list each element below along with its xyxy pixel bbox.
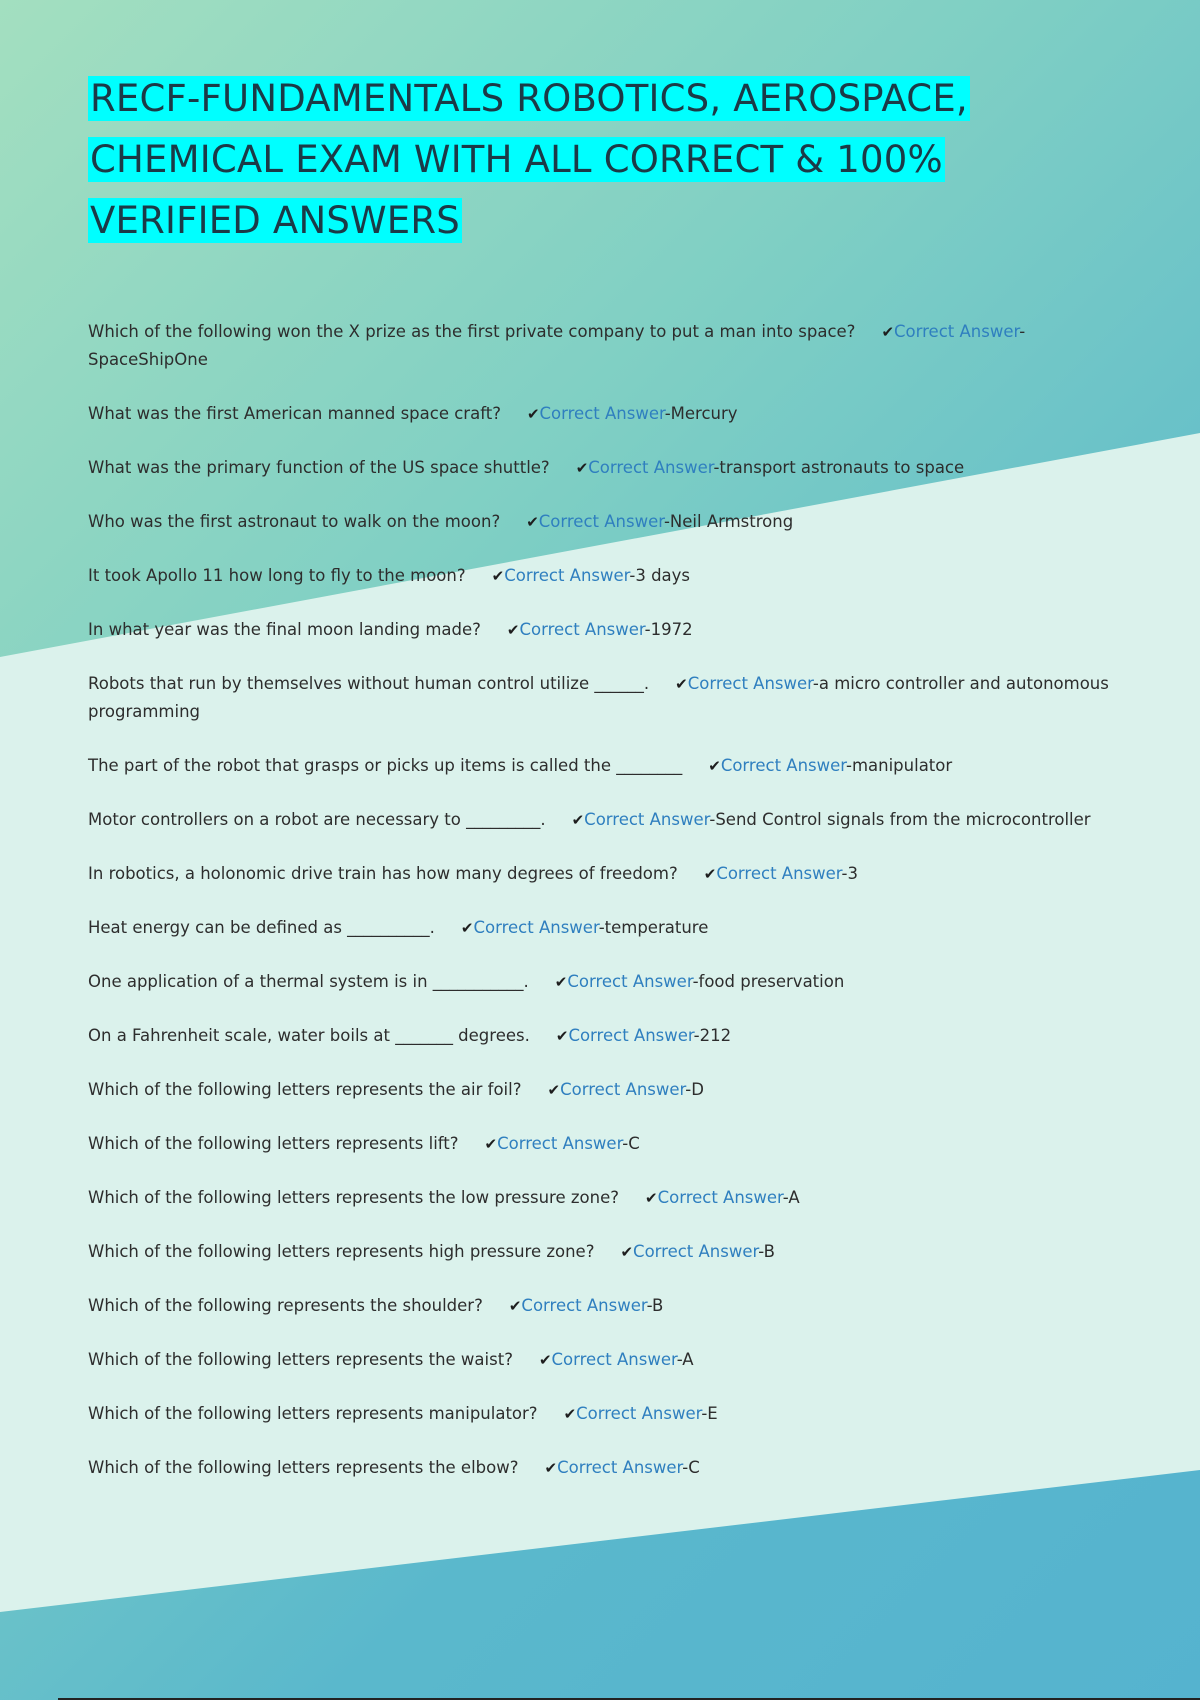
checkmark-icon: ✔ xyxy=(484,1135,498,1153)
checkmark-icon: ✔ xyxy=(544,1459,558,1477)
qa-item xyxy=(88,752,1112,780)
correct-answer-label: Correct Answer xyxy=(720,756,846,775)
answer-text: -a micro controller and autonomous programming xyxy=(88,674,1109,721)
checkmark-icon: ✔ xyxy=(571,811,585,829)
qa-item xyxy=(88,318,1112,374)
checkmark-icon: ✔ xyxy=(554,973,568,991)
checkmark-icon: ✔ xyxy=(703,865,717,883)
qa-item xyxy=(88,400,1112,428)
checkmark-icon: ✔ xyxy=(575,459,589,477)
qa-item xyxy=(88,1292,1112,1320)
answer-text: -A xyxy=(782,1188,800,1207)
answer-text: -Send Control signals from the microcontroller xyxy=(709,810,1091,829)
correct-answer-label: Correct Answer xyxy=(576,1404,702,1423)
answer-text: -A xyxy=(676,1350,694,1369)
answer-text: -B xyxy=(758,1242,775,1261)
question-text: Which of the following letters represents high pressure zone? xyxy=(88,1242,595,1261)
qa-item xyxy=(88,562,1112,590)
question-text: Which of the following letters represents the low pressure zone? xyxy=(88,1188,619,1207)
title-highlight: RECF-FUNDAMENTALS ROBOTICS, AEROSPACE, CHEMICAL EXAM WITH ALL CORRECT & 100% VERIFIED ANSWERS xyxy=(90,77,968,242)
checkmark-icon: ✔ xyxy=(526,405,540,423)
qa-item xyxy=(88,1076,1112,1104)
qa-item xyxy=(88,508,1112,536)
question-text: In robotics, a holonomic drive train has how many degrees of freedom? xyxy=(88,864,678,883)
correct-answer-label: Correct Answer xyxy=(568,1026,694,1045)
question-text: Heat energy can be defined as __________. xyxy=(88,918,435,937)
question-text: Robots that run by themselves without human control utilize ______. xyxy=(88,674,650,693)
correct-answer-label: Correct Answer xyxy=(497,1134,623,1153)
question-text: Who was the first astronaut to walk on the moon? xyxy=(88,512,501,531)
question-text: Which of the following letters represents lift? xyxy=(88,1134,459,1153)
qa-item xyxy=(88,1238,1112,1266)
correct-answer-label: Correct Answer xyxy=(657,1188,783,1207)
qa-item xyxy=(88,616,1112,644)
checkmark-icon: ✔ xyxy=(563,1405,577,1423)
correct-answer-label: Correct Answer xyxy=(539,404,665,423)
qa-item xyxy=(88,670,1112,726)
answer-text: -transport astronauts to space xyxy=(713,458,965,477)
correct-answer-label: Correct Answer xyxy=(521,1296,647,1315)
checkmark-icon: ✔ xyxy=(506,621,520,639)
correct-answer-label: Correct Answer xyxy=(504,566,630,585)
qa-item xyxy=(88,1400,1112,1428)
qa-item xyxy=(88,1454,1112,1482)
answer-text: -1972 xyxy=(644,620,693,639)
qa-item xyxy=(88,1022,1112,1050)
correct-answer-label: Correct Answer xyxy=(473,918,599,937)
checkmark-icon: ✔ xyxy=(881,323,895,341)
correct-answer-label: Correct Answer xyxy=(687,674,813,693)
qa-item xyxy=(88,968,1112,996)
document-title xyxy=(88,68,1112,251)
checkmark-icon: ✔ xyxy=(555,1027,569,1045)
question-text: What was the first American manned space craft? xyxy=(88,404,501,423)
qa-item xyxy=(88,860,1112,888)
answer-text: -212 xyxy=(693,1026,732,1045)
answer-text: -SpaceShipOne xyxy=(88,322,1026,369)
correct-answer-label: Correct Answer xyxy=(560,1080,686,1099)
answer-text: -C xyxy=(682,1458,700,1477)
answer-text: -B xyxy=(646,1296,664,1315)
correct-answer-label: Correct Answer xyxy=(894,322,1020,341)
checkmark-icon: ✔ xyxy=(708,757,721,775)
correct-answer-label: Correct Answer xyxy=(519,620,645,639)
checkmark-icon: ✔ xyxy=(645,1189,658,1207)
correct-answer-label: Correct Answer xyxy=(584,810,710,829)
checkmark-icon: ✔ xyxy=(491,567,505,585)
question-text: What was the primary function of the US space shuttle? xyxy=(88,458,550,477)
answer-text: -3 days xyxy=(629,566,691,585)
question-text: On a Fahrenheit scale, water boils at _______ degrees. xyxy=(88,1026,530,1045)
qa-item xyxy=(88,1130,1112,1158)
checkmark-icon: ✔ xyxy=(547,1081,561,1099)
correct-answer-label: Correct Answer xyxy=(716,864,842,883)
correct-answer-label: Correct Answer xyxy=(557,1458,683,1477)
correct-answer-label: Correct Answer xyxy=(588,458,714,477)
question-text: Which of the following letters represents the air foil? xyxy=(88,1080,522,1099)
answer-text: -manipulator xyxy=(846,756,953,775)
question-text: Which of the following letters represents the elbow? xyxy=(88,1458,519,1477)
question-text: Which of the following represents the shoulder? xyxy=(88,1296,483,1315)
qa-item xyxy=(88,806,1112,834)
question-text: It took Apollo 11 how long to fly to the moon? xyxy=(88,566,466,585)
qa-list xyxy=(88,318,1112,1482)
qa-item xyxy=(88,914,1112,942)
correct-answer-label: Correct Answer xyxy=(538,512,664,531)
question-text: In what year was the final moon landing made? xyxy=(88,620,481,639)
checkmark-icon: ✔ xyxy=(508,1297,522,1315)
question-text: Motor controllers on a robot are necessary to _________. xyxy=(88,810,546,829)
answer-text: -D xyxy=(685,1080,704,1099)
correct-answer-label: Correct Answer xyxy=(567,972,693,991)
question-text: One application of a thermal system is in ___________. xyxy=(88,972,529,991)
answer-text: -temperature xyxy=(598,918,709,937)
checkmark-icon: ✔ xyxy=(460,919,474,937)
question-text: The part of the robot that grasps or picks up items is called the ________ xyxy=(88,756,683,775)
answer-text: -E xyxy=(701,1404,718,1423)
checkmark-icon: ✔ xyxy=(538,1351,552,1369)
qa-item xyxy=(88,454,1112,482)
checkmark-icon: ✔ xyxy=(526,513,539,531)
question-text: Which of the following won the X prize as the first private company to put a man into space? xyxy=(88,322,856,341)
answer-text: -C xyxy=(622,1134,640,1153)
correct-answer-label: Correct Answer xyxy=(633,1242,759,1261)
checkmark-icon: ✔ xyxy=(675,675,688,693)
question-text: Which of the following letters represents the waist? xyxy=(88,1350,513,1369)
question-text: Which of the following letters represents manipulator? xyxy=(88,1404,538,1423)
answer-text: -3 xyxy=(841,864,858,883)
qa-item xyxy=(88,1184,1112,1212)
answer-text: -Mercury xyxy=(664,404,738,423)
qa-item xyxy=(88,1346,1112,1374)
checkmark-icon: ✔ xyxy=(620,1243,634,1261)
answer-text: -Neil Armstrong xyxy=(663,512,794,531)
correct-answer-label: Correct Answer xyxy=(551,1350,677,1369)
answer-text: -food preservation xyxy=(692,972,845,991)
